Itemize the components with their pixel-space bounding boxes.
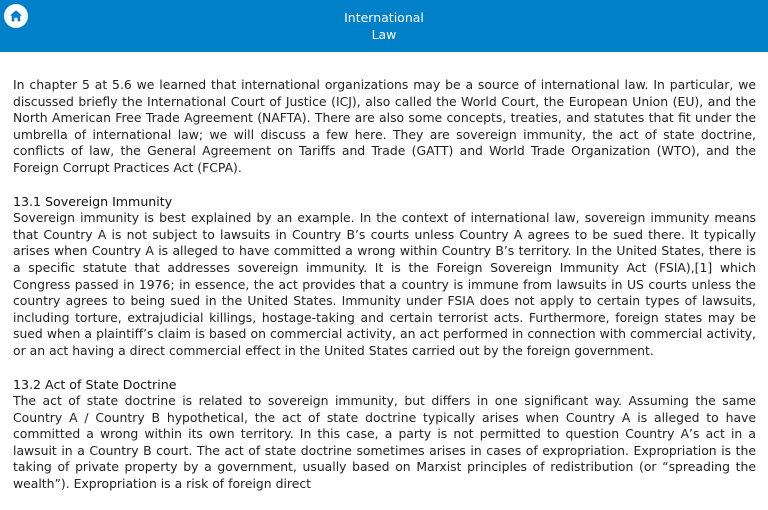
intro-paragraph: In chapter 5 at 5.6 we learned that international organizations may be a source of international law. In particular, we discussed briefly the International Court of Justice (ICJ), also called the World Court, the European Union (EU), and the North American Free Trade Agreement (NAFTA). There are also some concepts, treaties, and statutes that fit under the umbrella of international law; we will discuss a few here. They are sovereign immunity, the act of state doctrine, conflicts of law, the General Agreement on Tariffs and Trade (GATT) and World Trade Organization (WTO), and the Foreign Corrupt Practices Act (FCPA).	[13, 77, 756, 175]
app-bar	[0, 0, 768, 52]
section-body: The act of state doctrine is related to sovereign immunity, but differs in one significant way. Assuming the same Country A / Country B hypothetical, the act of state doctrine typically arises when Country A is alleged to have committed a wrong within its own territory. In this case, a party is not permitted to question Country A’s act in a lawsuit in a Country B court. The act of state doctrine sometimes arises in cases of expropriation. Expropriation is the taking of private property by a government, usually based on Marxist principles of redistribution (or “spreading the wealth”). Expropriation is a risk of foreign direct	[13, 393, 756, 492]
section-heading: 13.2 Act of State Doctrine	[13, 376, 177, 392]
section-act-of-state	[13, 377, 756, 493]
page-title	[0, 9, 768, 43]
title-line-1: International	[344, 10, 424, 25]
title-line-2: Law	[371, 27, 397, 42]
section-heading: 13.1 Sovereign Immunity	[13, 193, 173, 209]
section-sovereign-immunity	[13, 194, 756, 360]
article-content	[13, 77, 756, 510]
section-body: Sovereign immunity is best explained by an example. In the context of international law, sovereign immunity means that Country A is not subject to lawsuits in Country B’s courts unless Country A agrees to be sued there. It typically arises when Country A is alleged to have committed a wrong within Country B’s territory. In the United States, there is a specific statute that addresses sovereign immunity. It is the Foreign Sovereign Immunity Act (FSIA),[1] which Congress passed in 1976; in essence, the act provides that a country is immune from lawsuits in US courts unless the country agrees to being sued in the United States. Immunity under FSIA does not apply to certain types of lawsuits, including torture, extrajudicial killings, hostage-taking and certain terrorist acts. Furthermore, foreign states may be sued when a plaintiff’s claim is based on commercial activity, an act performed in connection with commercial activity, or an act having a direct commercial effect in the United States carried out by the foreign government.	[13, 210, 756, 358]
